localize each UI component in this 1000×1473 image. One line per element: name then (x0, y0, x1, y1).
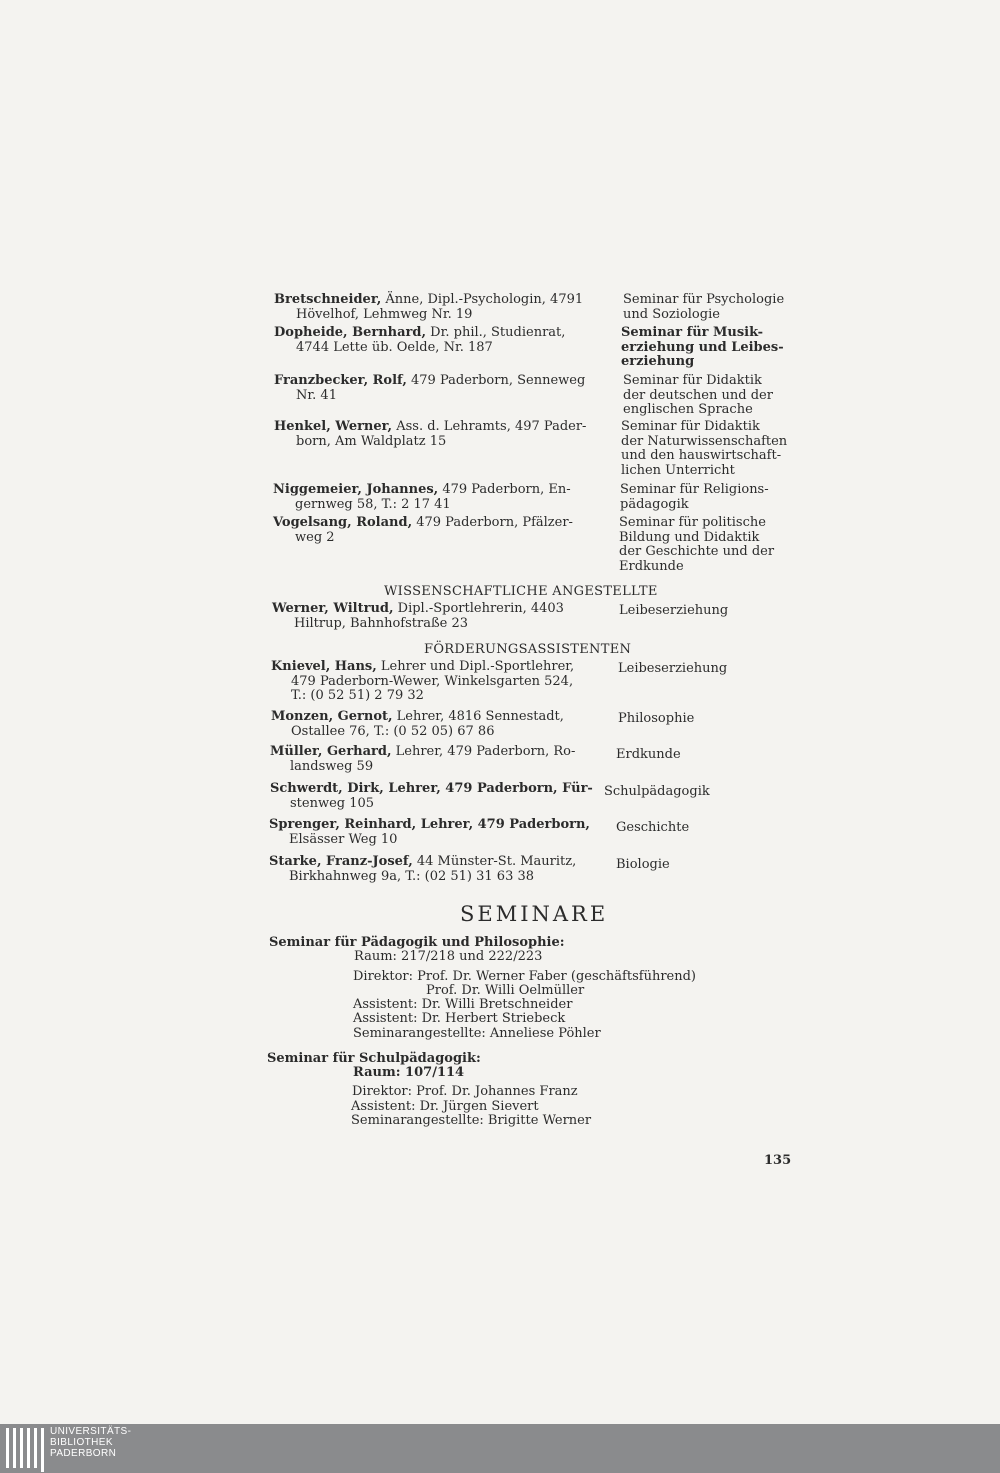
person-details: Lehrer, 4816 Sennestadt, (392, 709, 564, 724)
seminar-line: Seminar für Didaktik (621, 419, 760, 434)
person-address: Nr. 41 (296, 387, 337, 403)
seminar-assistant: Assistent: Dr. Herbert Striebeck (353, 1011, 566, 1026)
seminar-line: Seminar für Religions- (620, 482, 769, 497)
person-address: 4744 Lette üb. Oelde, Nr. 187 (296, 339, 493, 355)
seminar-line: Seminar für Didaktik (623, 373, 762, 388)
page-number: 135 (764, 1153, 792, 1168)
seminar-staff: Seminarangestellte: Brigitte Werner (351, 1113, 592, 1128)
seminar-line: und den hauswirtschaft- (621, 448, 782, 463)
section-heading: SEMINARE (460, 902, 609, 926)
person-name: Niggemeier, Johannes, (273, 482, 439, 497)
seminar-line: erziehung (621, 354, 695, 369)
person-address: weg 2 (295, 529, 335, 545)
seminar-line: pädagogik (620, 496, 689, 512)
person-address: landsweg 59 (290, 758, 374, 774)
logo-line: UNIVERSITÄTS- (50, 1426, 132, 1437)
person-details: Änne, Dipl.-Psychologin, 4791 (381, 292, 584, 307)
person-address: born, Am Waldplatz 15 (296, 433, 447, 449)
person-address: gernweg 58, T.: 2 17 41 (295, 496, 451, 512)
person-address: Elsässer Weg 10 (289, 831, 398, 847)
person-address: Hiltrup, Bahnhofstraße 23 (294, 615, 469, 631)
person-details: 479 Paderborn, Pfälzer- (412, 515, 573, 530)
person-details: Lehrer, 479 Paderborn, Für- (383, 781, 593, 796)
seminar-line: Seminar für Psychologie (623, 292, 785, 307)
person-name: Sprenger, Reinhard, (269, 817, 417, 832)
person-details: 44 Münster-St. Mauritz, (412, 854, 577, 869)
seminar-line: der deutschen und der (623, 387, 773, 403)
seminar-line: englischen Sprache (623, 402, 753, 417)
person-name: Knievel, Hans, (271, 659, 377, 674)
person-details: Lehrer, 479 Paderborn, Ro- (391, 744, 576, 759)
subject: Erdkunde (616, 747, 681, 762)
seminar-line: Bildung und Didaktik (619, 529, 760, 545)
person-details: Lehrer und Dipl.-Sportlehrer, (376, 659, 575, 674)
person-phone: T.: (0 52 51) 2 79 32 (291, 688, 424, 703)
person-details: Dipl.-Sportlehrerin, 4403 (393, 601, 564, 616)
person-address: stenweg 105 (290, 795, 375, 811)
section-heading: WISSENSCHAFTLICHE ANGESTELLTE (384, 584, 658, 599)
seminar-line: der Geschichte und der (619, 544, 775, 559)
footer-bar (0, 1424, 1000, 1473)
subject: Philosophie (618, 711, 695, 726)
person-name: Monzen, Gernot, (271, 709, 393, 724)
seminar-assistant: Assistent: Dr. Jürgen Sievert (351, 1099, 539, 1114)
seminar-director: Direktor: Prof. Dr. Werner Faber (geschäftsführend) (353, 969, 696, 984)
person-name: Henkel, Werner, (274, 419, 393, 434)
person-address: Ostallee 76, T.: (0 52 05) 67 86 (291, 723, 495, 739)
seminar-room: Raum: 107/114 (353, 1065, 465, 1080)
person-details: 479 Paderborn, Senneweg (406, 373, 586, 388)
seminar-line: Erdkunde (619, 558, 684, 574)
seminar-staff: Seminarangestellte: Anneliese Pöhler (353, 1026, 601, 1041)
seminar-line: Seminar für Musik- (621, 325, 763, 340)
seminar-line: und Soziologie (623, 306, 720, 322)
library-logo-icon (6, 1428, 46, 1472)
seminar-line: erziehung und Leibes- (621, 339, 784, 355)
library-logo-text (50, 1426, 131, 1459)
logo-line: BIBLIOTHEK (50, 1437, 113, 1448)
person-address: 479 Paderborn-Wewer, Winkelsgarten 524, (291, 673, 574, 689)
person-address: Hövelhof, Lehmweg Nr. 19 (296, 306, 473, 322)
logo-line: PADERBORN (50, 1448, 117, 1459)
seminar-line: Seminar für politische (619, 515, 766, 530)
person-name: Starke, Franz-Josef, (269, 854, 413, 869)
seminar-director: Prof. Dr. Willi Oelmüller (426, 983, 585, 998)
person-name: Vogelsang, Roland, (273, 515, 413, 530)
seminar-director: Direktor: Prof. Dr. Johannes Franz (352, 1084, 578, 1099)
seminar-room: Raum: 217/218 und 222/223 (354, 949, 543, 964)
person-name: Werner, Wiltrud, (272, 601, 394, 616)
person-name: Schwerdt, Dirk, (270, 781, 384, 796)
person-name: Bretschneider, (274, 292, 382, 307)
subject: Geschichte (616, 820, 690, 835)
subject: Leibeserziehung (618, 661, 728, 676)
seminar-line: der Naturwissenschaften (621, 433, 788, 449)
seminar-line: lichen Unterricht (621, 462, 735, 478)
seminar-assistant: Assistent: Dr. Willi Bretschneider (353, 997, 573, 1012)
person-name: Dopheide, Bernhard, (274, 325, 427, 340)
subject: Biologie (616, 857, 670, 872)
subject: Schulpädagogik (604, 784, 710, 799)
section-heading: FÖRDERUNGSASSISTENTEN (424, 642, 632, 657)
person-name: Franzbecker, Rolf, (274, 373, 407, 388)
person-details: 479 Paderborn, En- (438, 482, 571, 497)
seminar-title: Seminar für Pädagogik und Philosophie: (269, 935, 565, 950)
seminar-title: Seminar für Schulpädagogik: (267, 1051, 481, 1066)
person-address: Birkhahnweg 9a, T.: (02 51) 31 63 38 (289, 868, 535, 884)
subject: Leibeserziehung (619, 603, 729, 618)
person-name: Müller, Gerhard, (270, 744, 392, 759)
person-details: Dr. phil., Studienrat, (426, 325, 566, 340)
person-details: Ass. d. Lehramts, 497 Pader- (392, 419, 587, 434)
person-details: Lehrer, 479 Paderborn, (416, 817, 590, 832)
